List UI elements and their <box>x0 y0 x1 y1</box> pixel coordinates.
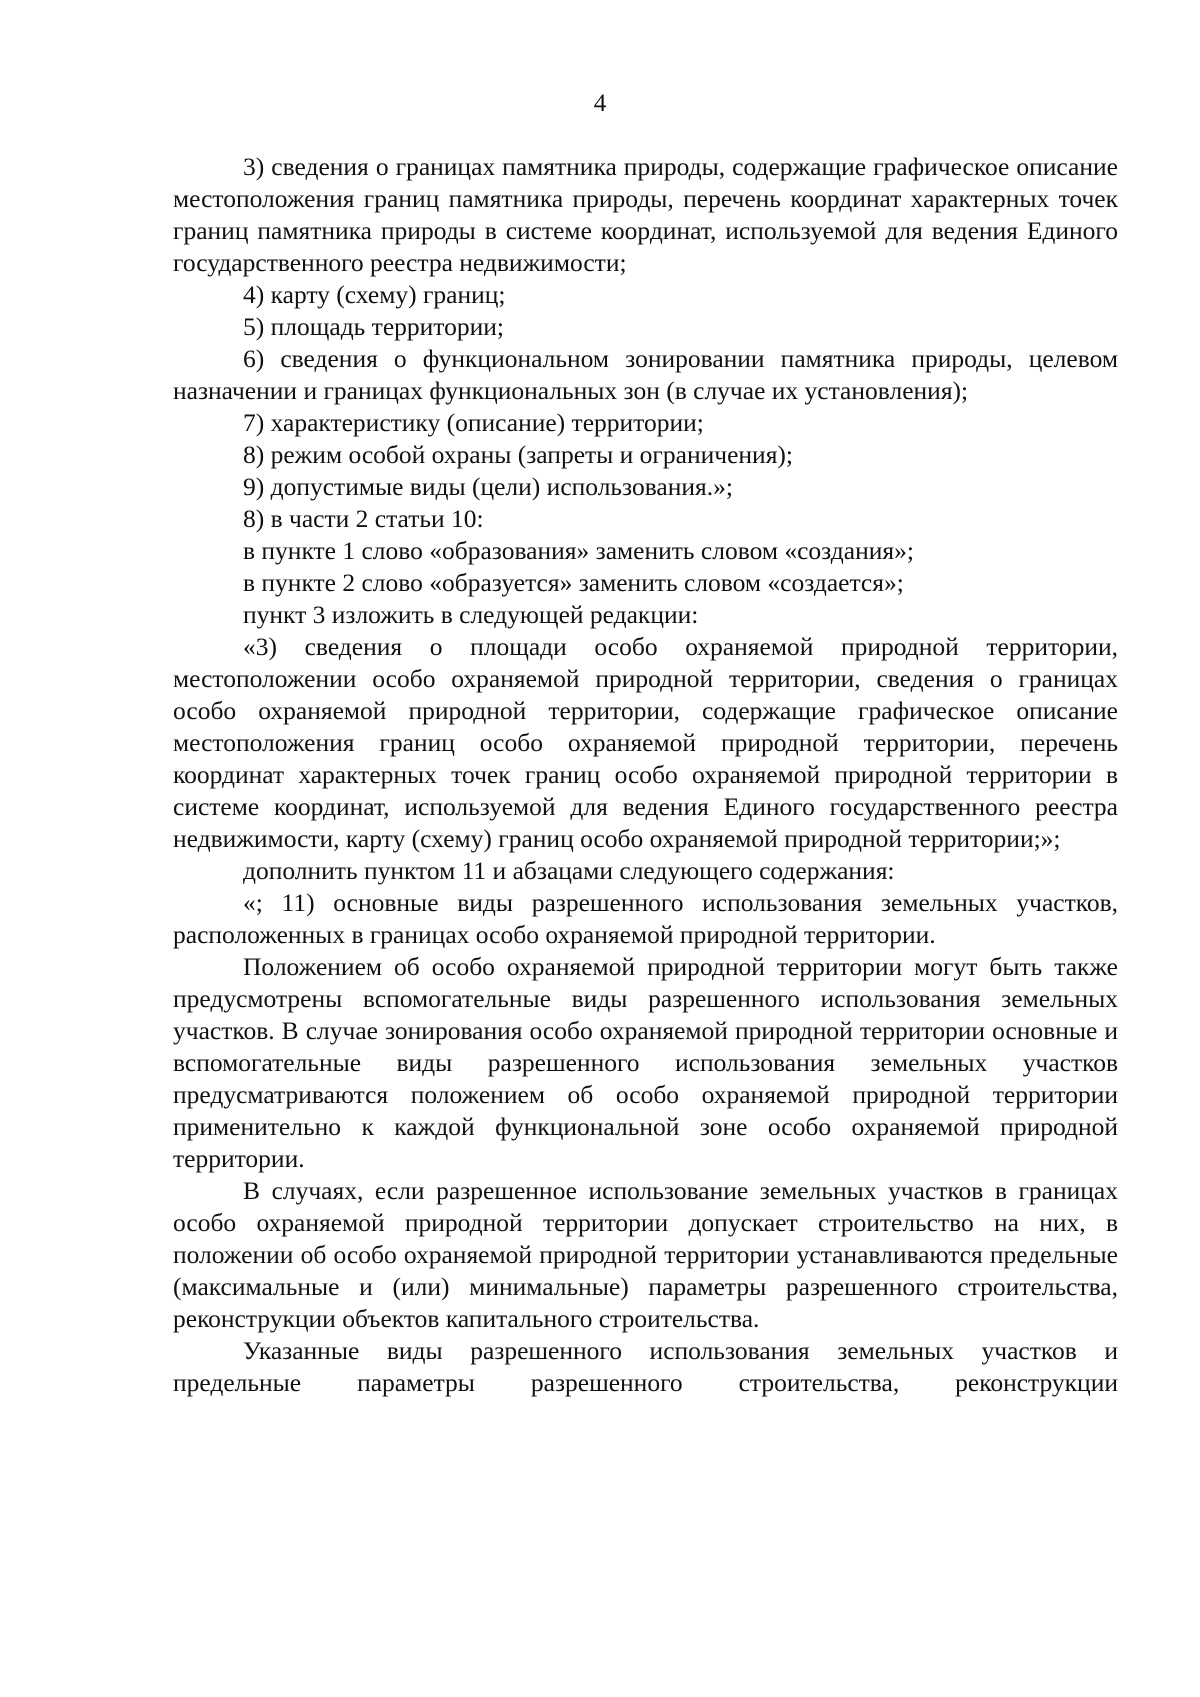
document-body <box>173 151 1118 1399</box>
paragraph-point-3-text: «3) сведения о площади особо охраняемой природной территории, местоположении особо охраняемой природной территории, сведения о границах особо охраняемой природной территории, содержащие графическое описание местоположения границ особо охраняемой природной территории, перечень координат характерных точек границ особо охраняемой природной территории в системе координат, используемой для ведения Единого государственного реестра недвижимости, карту (схему) границ особо охраняемой природной территории;»; <box>173 632 1118 853</box>
paragraph-item-7: 7) характеристику (описание) территории; <box>243 408 704 437</box>
paragraph-item-3: 3) сведения о границах памятника природы, содержащие графическое описание местоположения границ памятника природы, перечень координат характерных точек границ памятника природы в системе координат, используемой для ведения Единого государственного реестра недвижимости; <box>173 152 1118 277</box>
paragraph-point-3-intro: пункт 3 изложить в следующей редакции: <box>243 600 699 629</box>
paragraph-item-9: 9) допустимые виды (цели) использования.»; <box>243 472 733 501</box>
paragraph-continued: Указанные виды разрешенного использования земельных участков и предельные параметры разрешенного строительства, реконструкции <box>173 1336 1118 1397</box>
paragraph-point-2-change: в пункте 2 слово «образуется» заменить словом «создается»; <box>243 568 904 597</box>
paragraph-item-5: 5) площадь территории; <box>243 312 504 341</box>
paragraph-point-11-text: «; 11) основные виды разрешенного использования земельных участков, расположенных в границах особо охраняемой природной территории. <box>173 888 1118 949</box>
paragraph-item-6: 6) сведения о функциональном зонировании памятника природы, целевом назначении и границах функциональных зон (в случае их установления); <box>173 344 1118 405</box>
paragraph-point-1-change: в пункте 1 слово «образования» заменить словом «создания»; <box>243 536 914 565</box>
paragraph-section-8: 8) в части 2 статьи 10: <box>243 504 484 533</box>
paragraph-auxiliary-uses: Положением об особо охраняемой природной территории могут быть также предусмотрены вспомогательные виды разрешенного использования земельных участков. В случае зонирования особо охраняемой природной территории основные и вспомогательные виды разрешенного использования земельных участков предусматриваются положением об особо охраняемой природной территории применительно к каждой функциональной зоне особо охраняемой природной территории. <box>173 952 1118 1173</box>
paragraph-construction-limits: В случаях, если разрешенное использование земельных участков в границах особо охраняемой природной территории допускает строительство на них, в положении об особо охраняемой природной территории устанавливаются предельные (максимальные и (или) минимальные) параметры разрешенного строительства, реконструкции объектов капитального строительства. <box>173 1176 1118 1333</box>
paragraph-point-11-intro: дополнить пунктом 11 и абзацами следующего содержания: <box>243 856 895 885</box>
paragraph-item-8: 8) режим особой охраны (запреты и ограничения); <box>243 440 793 469</box>
page-number: 4 <box>593 90 607 117</box>
paragraph-item-4: 4) карту (схему) границ; <box>243 280 506 309</box>
